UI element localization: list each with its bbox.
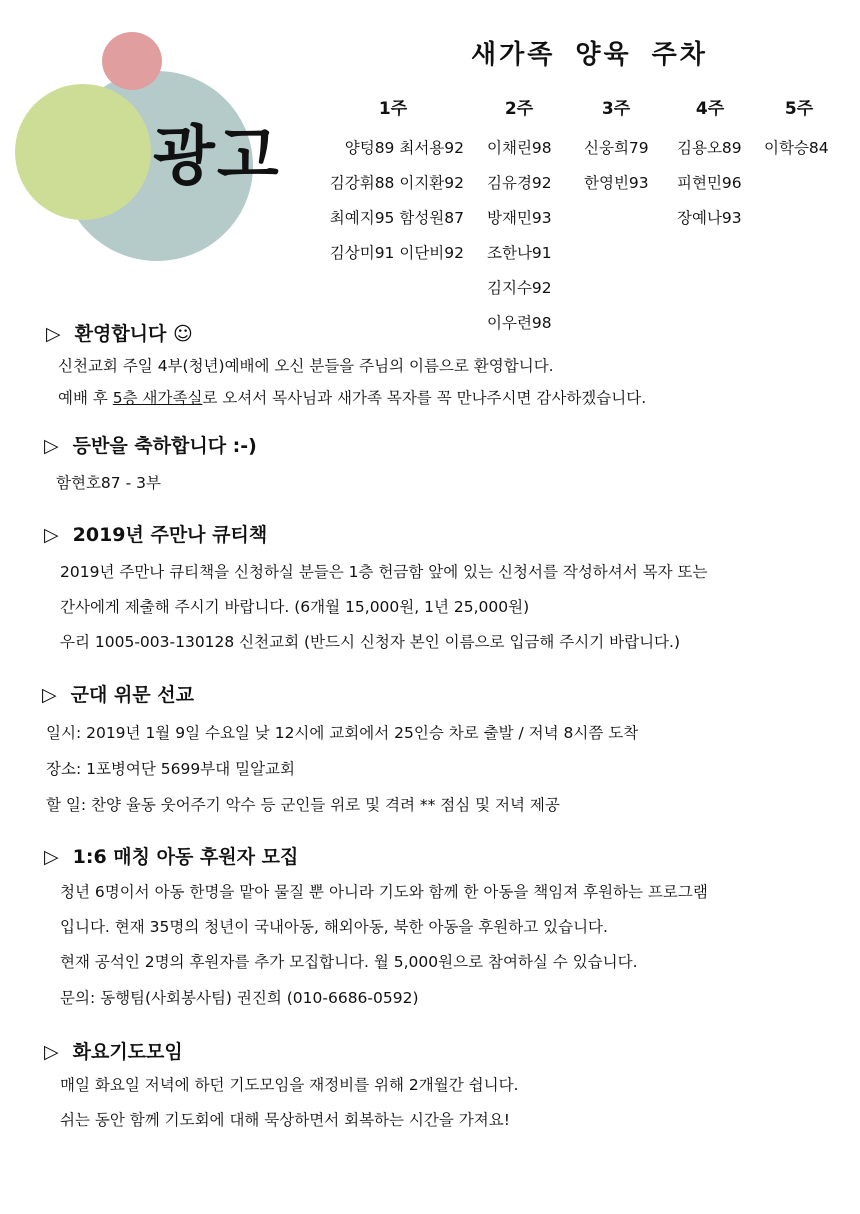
section-title-text: 화요기도모임 <box>72 1041 183 1063</box>
section-title-text: 1:6 매칭 아동 후원자 모집 <box>72 846 299 868</box>
triangle-right-icon: ▷ <box>44 1041 59 1063</box>
text-span: 로 오셔서 목사님과 새가족 목자를 꼭 만나주시면 감사하겠습니다. <box>202 389 647 407</box>
triangle-right-icon: ▷ <box>44 435 59 457</box>
section-title-text: 군대 위문 선교 <box>70 684 194 706</box>
welcome-section-title <box>46 319 193 346</box>
military-section-title <box>42 680 194 707</box>
page-title: 광고 <box>153 120 281 194</box>
military-line-3: 할 일: 찬양 율동 웃어주기 악수 등 군인들 위로 및 격려 ** 점심 및 저녁 제공 <box>46 796 560 814</box>
qt-line-1: 2019년 주만나 큐티책을 신청하실 분들은 1층 헌금함 앞에 있는 신청서를 작성하셔서 목자 또는 <box>60 563 708 581</box>
section-title-text: 2019년 주만나 큐티책 <box>72 524 268 546</box>
week-4-header: 4주 <box>695 99 725 119</box>
list-item: 최예지95 함성원87 <box>329 209 464 227</box>
list-item: 김유경92 <box>487 174 552 192</box>
qt-line-2: 간사에게 제출해 주시기 바랍니다. (6개월 15,000원, 1년 25,000원) <box>60 598 530 616</box>
section-title-text: 등반을 축하합니다 :-) <box>72 435 257 457</box>
week-5-names <box>764 131 829 166</box>
list-item: 이채린98 <box>487 139 552 157</box>
sponsor-line-3: 현재 공석인 2명의 후원자를 추가 모집합니다. 월 5,000원으로 참여하실 수 있습니다. <box>60 953 638 971</box>
prayer-section-title <box>44 1037 183 1064</box>
list-item: 피현민96 <box>677 174 742 192</box>
week-1-names <box>322 131 464 271</box>
sponsor-line-1: 청년 6명이서 아동 한명을 맡아 물질 뿐 아니라 기도와 함께 한 아동을 책임져 후원하는 프로그램 <box>60 883 708 901</box>
section-title-text: 환영합니다 ☺ <box>74 323 193 345</box>
list-item: 이우련98 <box>487 314 552 332</box>
qt-line-3: 우리 1005-003-130128 신천교회 (반드시 신청자 본인 이름으로 입금해 주시기 바랍니다.) <box>60 633 680 651</box>
list-item: 조한나91 <box>487 244 552 262</box>
sponsor-line-4: 문의: 동행팀(사회봉사팀) 권진희 (010-6686-0592) <box>60 989 419 1007</box>
list-item: 장예나93 <box>677 209 742 227</box>
week-4-names <box>677 131 742 236</box>
rota-title: 새가족 양육 주차 <box>471 40 708 70</box>
week-5-header: 5주 <box>784 99 814 119</box>
pink-circle-decoration <box>102 32 162 90</box>
week-3-header: 3주 <box>601 99 631 119</box>
welcome-line-2 <box>58 386 646 408</box>
list-item: 한영빈93 <box>584 174 649 192</box>
room-location-text: 5층 새가족실 <box>112 389 203 407</box>
week-3-names <box>584 131 649 201</box>
triangle-right-icon: ▷ <box>42 684 57 706</box>
list-item: 김지수92 <box>487 279 552 297</box>
military-line-1: 일시: 2019년 1월 9일 수요일 낮 12시에 교회에서 25인승 차로 출발 / 저녁 8시쯤 도착 <box>46 724 639 742</box>
list-item: 김용오89 <box>677 139 742 157</box>
list-item: 김상미91 이단비92 <box>329 244 464 262</box>
list-item: 신웅희79 <box>584 139 649 157</box>
welcome-line-1: 신천교회 주일 4부(청년)예배에 오신 분들을 주님의 이름으로 환영합니다. <box>58 357 554 375</box>
triangle-right-icon: ▷ <box>44 846 59 868</box>
prayer-line-1: 매일 화요일 저녁에 하던 기도모임을 재정비를 위해 2개월간 쉽니다. <box>60 1076 519 1094</box>
sponsor-section-title <box>44 842 298 869</box>
promotion-section-title <box>44 431 257 458</box>
triangle-right-icon: ▷ <box>44 524 59 546</box>
week-2-header: 2주 <box>504 99 534 119</box>
week-2-names <box>487 131 552 341</box>
list-item: 김강휘88 이지환92 <box>329 174 464 192</box>
week-1-header: 1주 <box>378 99 408 119</box>
list-item: 이학승84 <box>764 139 829 157</box>
triangle-right-icon: ▷ <box>46 323 61 345</box>
qt-section-title <box>44 520 267 547</box>
list-item: 양텅89 최서용92 <box>344 139 464 157</box>
list-item: 방재민93 <box>487 209 552 227</box>
text-span: 예배 후 <box>58 389 113 407</box>
prayer-line-2: 쉬는 동안 함께 기도회에 대해 묵상하면서 회복하는 시간을 가져요! <box>60 1111 510 1129</box>
promotion-line-1: 함현호87 - 3부 <box>56 474 161 492</box>
sponsor-line-2: 입니다. 현재 35명의 청년이 국내아동, 해외아동, 북한 아동을 후원하고 있습니다. <box>60 918 608 936</box>
military-line-2: 장소: 1포병여단 5699부대 밀알교회 <box>46 760 295 778</box>
green-circle-decoration <box>15 84 151 220</box>
